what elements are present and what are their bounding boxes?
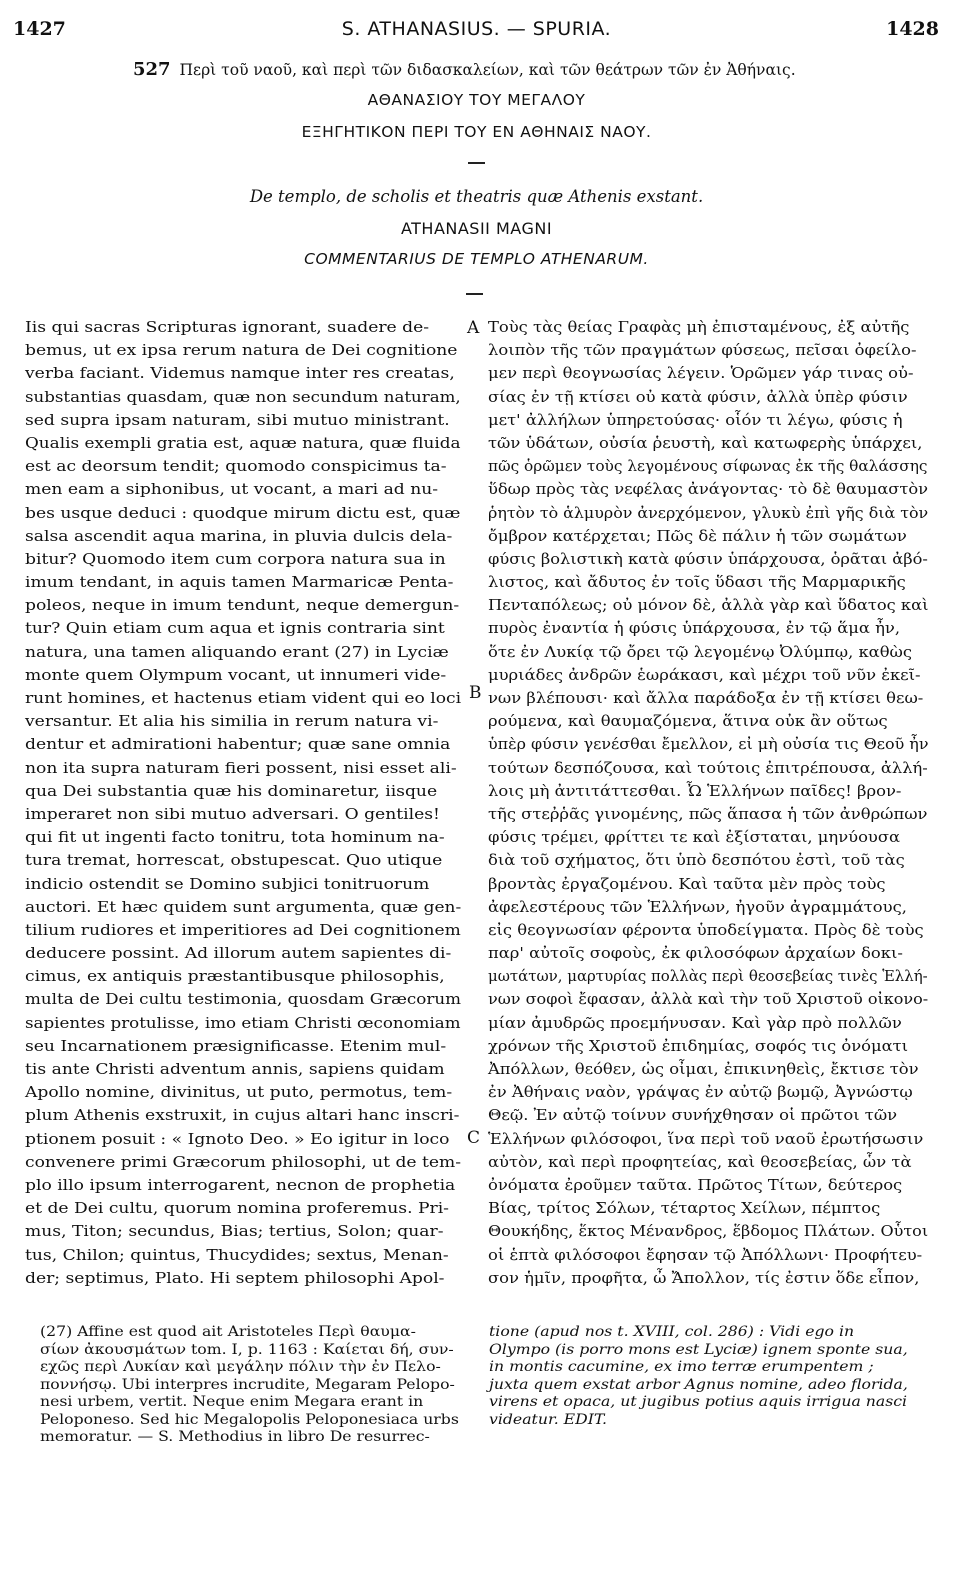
latin-text-line: sapientes protulisse, imo etiam Christi œconomiam (25, 1013, 461, 1032)
greek-text-line: ὑπὲρ φύσιν γενέσθαι ἔμελλον, εἰ μὴ οὐσία τις Θεοῦ ἦν (488, 736, 929, 754)
document-number: 527 (133, 59, 171, 80)
greek-text-line: εἰς θεογνωσίαν φέροντα ὑποδείγματα. Πρὸς δὲ τοὺς (488, 921, 924, 939)
greek-text-line: ἐν Ἀθήναις ναὸν, γράψας ἐν αὐτῷ βωμῷ, Ἀγνώστῳ (488, 1084, 913, 1102)
greek-text-line: Θουκήδης, ἕκτος Μένανδρος, ἕβδομος Πλάτων. Οὗτοι (488, 1223, 929, 1241)
greek-text-line: λιστος, καὶ ἄδυτος ἐν τοῖς ὕδασι τῆς Μαρμαρικῆς (488, 574, 906, 592)
latin-text-line: sed supra ipsam naturam, sibi mutuo ministrant. (25, 410, 450, 429)
latin-text-line: poleos, neque in imum tendunt, neque demergun- (25, 596, 460, 615)
left-page-number: 1427 (13, 18, 66, 40)
greek-text-line: αὐτὸν, καὶ περὶ προφητείας, καὶ θεοσεβείας, ὧν τὰ (488, 1153, 912, 1171)
latin-text-line: convenere primi Græcorum philosophi, ut de tem- (25, 1152, 462, 1171)
latin-text-line: deducere possint. Ad illorum autem sapientes di- (25, 944, 452, 963)
greek-text-line: σον ἡμῖν, προφῆτα, ὦ Ἄπολλον, τίς ἐστιν ὅδε εἶπον, (488, 1269, 920, 1287)
footnote-line: εχῶς περὶ Λυκίαν καὶ μεγάλην πόλιν τὴν ἐν Πελο- (40, 1359, 441, 1375)
greek-text-line: λοις μὴ ἀντιτάττεσθαι. Ὦ Ἑλλήνων παῖδες! βρον- (488, 782, 902, 800)
latin-text-line: indicio ostendit se Domino subjici tonitruorum (25, 874, 430, 893)
latin-text-line: tis ante Christi adventum annis, sapiens quidam (25, 1060, 445, 1078)
footnote-line: Olympo (is porro mons est Lyciæ) ignem sponte sua, (489, 1341, 908, 1358)
greek-text-line: νων βλέπουσι· καὶ ἄλλα παράδοξα ἐν τῇ κτίσει θεω- (488, 690, 924, 707)
greek-text-line: τούτων δεσπόζουσα, καὶ τούτοις ἐπιτρέπουσα, ἀλλή- (488, 759, 928, 777)
latin-text-line: tus, Chilon; quintus, Thucydides; sextus, Menan- (25, 1245, 449, 1264)
latin-text-line: cimus, ex antiquis præstantibusque philosophis, (25, 967, 445, 986)
latin-text-line: Apollo nomine, divinitus, ut puto, permotus, tem- (25, 1083, 453, 1102)
latin-text-line: versantur. Et alia his similia in rerum natura vi- (25, 712, 439, 731)
latin-text-line: men eam a siphonibus, ut vocant, a mari ad nu- (25, 480, 439, 499)
latin-text-line: est ac deorsum tendit; quomodo conspicimus ta- (25, 457, 447, 476)
latin-text-line: et de Dei cultu, quorum nomina proferemus. Pri- (25, 1199, 449, 1218)
greek-text-line: ἀφελεστέρους τῶν Ἑλλήνων, ἠγοῦν ἀγραμμάτους, (488, 898, 907, 916)
footnote-line: Peloponeso. Sed hic Megalopolis Peloponesiaca urbs (40, 1411, 459, 1428)
latin-text-line: bes usque deduci : quodque mirum dictu est, quæ (25, 503, 461, 522)
greek-column (488, 316, 928, 1290)
greek-text-line: ὅτε ἐν Λυκίᾳ τῷ ὄρει τῷ λεγομένῳ Ὀλύμπῳ, καθὼς (488, 643, 913, 661)
latin-text-line: qui fit ut ingenti facto tonitru, tota hominum na- (25, 828, 445, 847)
greek-text-line: σίας ἐν τῇ κτίσει οὐ κατὰ φύσιν, ἀλλὰ ὑπὲρ φύσιν (488, 388, 908, 406)
greek-text-line: Τοὺς τὰς θείας Γραφὰς μὴ ἐπισταμένους, ἐξ αὐτῆς (488, 319, 910, 336)
footnote-line: σίων ἀκουσμάτων tom. I, p. 1163 : Καίεται δή, συν- (40, 1341, 454, 1358)
greek-text-line: μεν περὶ θεογνωσίας λέγειν. Ὁρῶμεν γάρ τινας οὐ- (488, 365, 914, 383)
latin-text-line: bitur? Quomodo item cum corpora natura sua in (25, 549, 446, 568)
greek-text-line: διὰ τοῦ σχήματος, ὅτι ὑπὸ δεσπότου ἐστὶ, τοῦ τὰς (488, 852, 905, 870)
margin-letter-b: B (469, 683, 482, 703)
greek-text-line: ὀνόματα ἐροῦμεν ταῦτα. Πρῶτος Τίτων, δεύτερος (488, 1176, 903, 1194)
greek-text-line: λοιπὸν τῆς τῶν πραγμάτων φύσεως, πεῖσαι ὀφείλο- (488, 342, 917, 360)
greek-text-line: Πενταπόλεως; οὐ μόνον δὲ, ἀλλὰ γὰρ καὶ ὕδατος καὶ (488, 597, 929, 615)
footnote-line: juxta quem exstat arbor Agnus nomine, adeo florida, (489, 1376, 908, 1393)
latin-text-line: tilium rudiores et imperitiores ad Dei cognitionem (25, 920, 461, 939)
latin-text-line: imperaret non sibi mutuo adversari. O gentiles! (25, 804, 440, 823)
latin-text-line: salsa ascendit aqua marina, in pluvia dulcis dela- (25, 526, 453, 545)
latin-text-line: qua Dei substantia quæ his dominaretur, iisque (25, 781, 438, 800)
greek-text-line: ῥητὸν τὸ ἁλμυρὸν ἀνερχόμενον, γλυκὺ ἐπὶ γῆς διὰ τὸν (488, 504, 929, 522)
latin-text-line: imum tendant, in aquis tamen Marmaricæ Penta- (25, 573, 454, 592)
greek-text-line: φύσις τρέμει, φρίττει τε καὶ ἐξίσταται, μηνύουσα (488, 829, 901, 847)
greek-text-line: χρόνων τῆς Χριστοῦ ἐπιδημίας, σοφός τις ὀνόματι (488, 1037, 909, 1055)
latin-text-line: monte quem Olympum vocant, ut innumeri vide- (25, 665, 447, 684)
running-header: S. ATHANASIUS. — SPURIA. (341, 18, 612, 40)
greek-text-line: φύσις βολιστικὴ κατὰ φύσιν ὑπάρχουσα, ὁρᾶται ἀβό- (488, 550, 928, 568)
greek-text-line: Βίας, τρίτος Σόλων, τέταρτος Χείλων, πέμπτος (488, 1200, 881, 1218)
greek-subtitle: ΕΞΗΓΗΤΙΚΟΝ ΠΕΡΙ ΤΟΥ ΕΝ ΑΘΗΝΑΙΣ ΝΑΟΥ. (301, 123, 652, 141)
greek-text-line: μετ' ἀλλήλων ὑπηρετούσας· οἷόν τι λέγω, φύσις ἡ (488, 411, 903, 429)
footnote-left (40, 1324, 459, 1447)
greek-text-line: Ἑλλήνων φιλόσοφοι, ἵνα περὶ τοῦ ναοῦ ἐρωτήσωσιν (488, 1130, 924, 1148)
margin-letter-a: A (467, 318, 480, 338)
latin-text-line: Qualis exempli gratia est, aquæ natura, quæ fluida (25, 433, 461, 452)
latin-text-line: substantias quasdam, quæ non secundum naturam, (25, 387, 461, 406)
latin-text-line: ptionem posuit : « Ignoto Deo. » Eo igitur in loco (25, 1129, 450, 1148)
divider-dash (468, 162, 485, 164)
footnote-line: tione (apud nos t. XVIII, col. 286) : Vidi ego in (489, 1324, 855, 1340)
greek-text-line: πῶς ὁρῶμεν τοὺς λεγομένους σίφωνας ἐκ τῆς θαλάσσης (488, 458, 928, 476)
greek-title-text: Περὶ τοῦ ναοῦ, καὶ περὶ τῶν διδασκαλείων, καὶ τῶν θεάτρων τῶν ἐν Ἀθήναις. (179, 61, 796, 79)
greek-text-line: ρούμενα, καὶ θαυμαζόμενα, ἅτινα οὐκ ἂν οὕτως (488, 713, 888, 731)
footnote-line: ποννήσῳ. Ubi interpres incrudite, Megaram Pelopo- (40, 1376, 455, 1393)
latin-text-line: der; septimus, Plato. Hi septem philosophi Apol- (25, 1268, 445, 1287)
footnote-line: virens et opaca, ut jugibus potius aquis irrigua nasci (489, 1394, 908, 1410)
latin-text-line: dentur et admirationi habentur; quæ sane omnia (25, 735, 451, 754)
latin-text-line: plum Athenis exstruxit, in cujus altari hanc inscri- (25, 1106, 460, 1125)
divider-dash (466, 293, 483, 295)
footnote-line: (27) Affine est quod ait Aristoteles Περὶ θαυμα- (40, 1324, 416, 1340)
footnote-line: in montis cacumine, ex imo terræ erumpentem ; (489, 1359, 874, 1375)
greek-text-line: τῆς στεῤῥᾶς γινομένης, πῶς ἅπασα ἡ τῶν ἀνθρώπων (488, 805, 928, 823)
latin-title: De templo, de scholis et theatris quæ Athenis exstant. (249, 187, 704, 206)
greek-text-line: βροντὰς ἐργαζομένου. Καὶ ταῦτα μὲν πρὸς τοὺς (488, 875, 886, 893)
greek-heading (133, 59, 796, 80)
greek-text-line: νων σοφοὶ ἔφασαν, ἀλλὰ καὶ τὴν τοῦ Χριστοῦ οἰκονο- (488, 991, 929, 1009)
latin-text-line: non ita supra naturam fieri possent, nisi esset ali- (25, 758, 457, 777)
latin-text-line: mus, Titon; secundus, Bias; tertius, Solon; quar- (25, 1222, 444, 1241)
footnote-line: videatur. EDIT. (489, 1411, 608, 1428)
greek-text-line: Θεῷ. Ἐν αὐτῷ τοίνυν συνήχθησαν οἱ πρῶτοι τῶν (488, 1107, 898, 1125)
footnote-right (489, 1324, 908, 1429)
latin-column (25, 316, 461, 1290)
latin-text-line: auctori. Et hæc quidem sunt argumenta, quæ gen- (25, 897, 462, 916)
greek-text-line: Ἀπόλλων, θεόθεν, ὡς οἶμαι, ἐπικινηθεὶς, ἔκτισε τὸν (488, 1061, 919, 1078)
greek-text-line: οἱ ἑπτὰ φιλόσοφοι ἔφησαν τῷ Ἀπόλλωνι· Προφήτευ- (488, 1246, 923, 1264)
latin-text-line: Iis qui sacras Scripturas ignorant, suadere de- (25, 318, 430, 336)
greek-text-line: παρ' αὐτοῖς σοφοὺς, ἐκ φιλοσόφων ἀρχαίων δοκι- (488, 945, 903, 963)
latin-text-line: plo illo ipsum interrogarent, necnon de prophetia (25, 1175, 456, 1194)
latin-text-line: tur? Quin etiam cum aqua et ignis contraria sint (25, 619, 445, 638)
greek-text-line: μωτάτων, μαρτυρίας πολλὰς περὶ θεοσεβείας τινὲς Ἑλλή- (488, 968, 928, 986)
latin-text-line: bemus, ut ex ipsa rerum natura de Dei cognitione (25, 341, 458, 360)
greek-text-line: μίαν ἀμυδρῶς προεμήνυσαν. Καὶ γὰρ πρὸ πολλῶν (488, 1014, 902, 1032)
latin-text-line: multa de Dei cultu testimonia, quosdam Græcorum (25, 990, 462, 1009)
margin-letter-c: C (467, 1128, 481, 1148)
latin-text-line: natura, una tamen aliquando erant (27) in Lyciæ (25, 642, 449, 661)
latin-text-line: seu Incarnationem præsignificasse. Etenim mul- (25, 1036, 447, 1055)
greek-text-line: ὄμβρον κατέρχεται; Πῶς δὲ πάλιν ἡ τῶν σωμάτων (488, 527, 907, 545)
greek-text-line: μυριάδες ἀνδρῶν ἑωράκασι, καὶ μέχρι τοῦ νῦν ἐκεῖ- (488, 666, 921, 684)
latin-text-line: verba faciant. Videmus namque inter res creatas, (25, 364, 455, 383)
greek-author: ΑΘΑΝΑΣΙΟΥ ΤΟΥ ΜΕΓΑΛΟΥ (367, 91, 586, 109)
footnote-line: nesi urbem, vertit. Neque enim Megara erant in (40, 1394, 424, 1410)
greek-text-line: ὕδωρ πρὸς τὰς νεφέλας ἀνάγοντας· τὸ δὲ θαυμαστὸν (488, 481, 929, 499)
right-page-number: 1428 (886, 18, 939, 40)
greek-text-line: τῶν ὑδάτων, οὐσία ῥευστὴ, καὶ κατωφερὴς ὑπάρχει, (488, 434, 923, 452)
footnote-line: memoratur. — S. Methodius in libro De resurrec- (40, 1429, 430, 1445)
latin-subtitle: COMMENTARIUS DE TEMPLO ATHENARUM. (304, 250, 649, 268)
latin-text-line: tura tremat, horrescat, obstupescat. Quo utique (25, 851, 443, 870)
latin-author: ATHANASII MAGNI (400, 219, 553, 238)
latin-text-line: runt homines, et hactenus etiam vident qui eo loci (25, 689, 462, 707)
greek-text-line: πυρὸς ἐναντία ἡ φύσις ὑπάρχουσα, ἐν τῷ ἅμα ἦν, (488, 620, 901, 638)
